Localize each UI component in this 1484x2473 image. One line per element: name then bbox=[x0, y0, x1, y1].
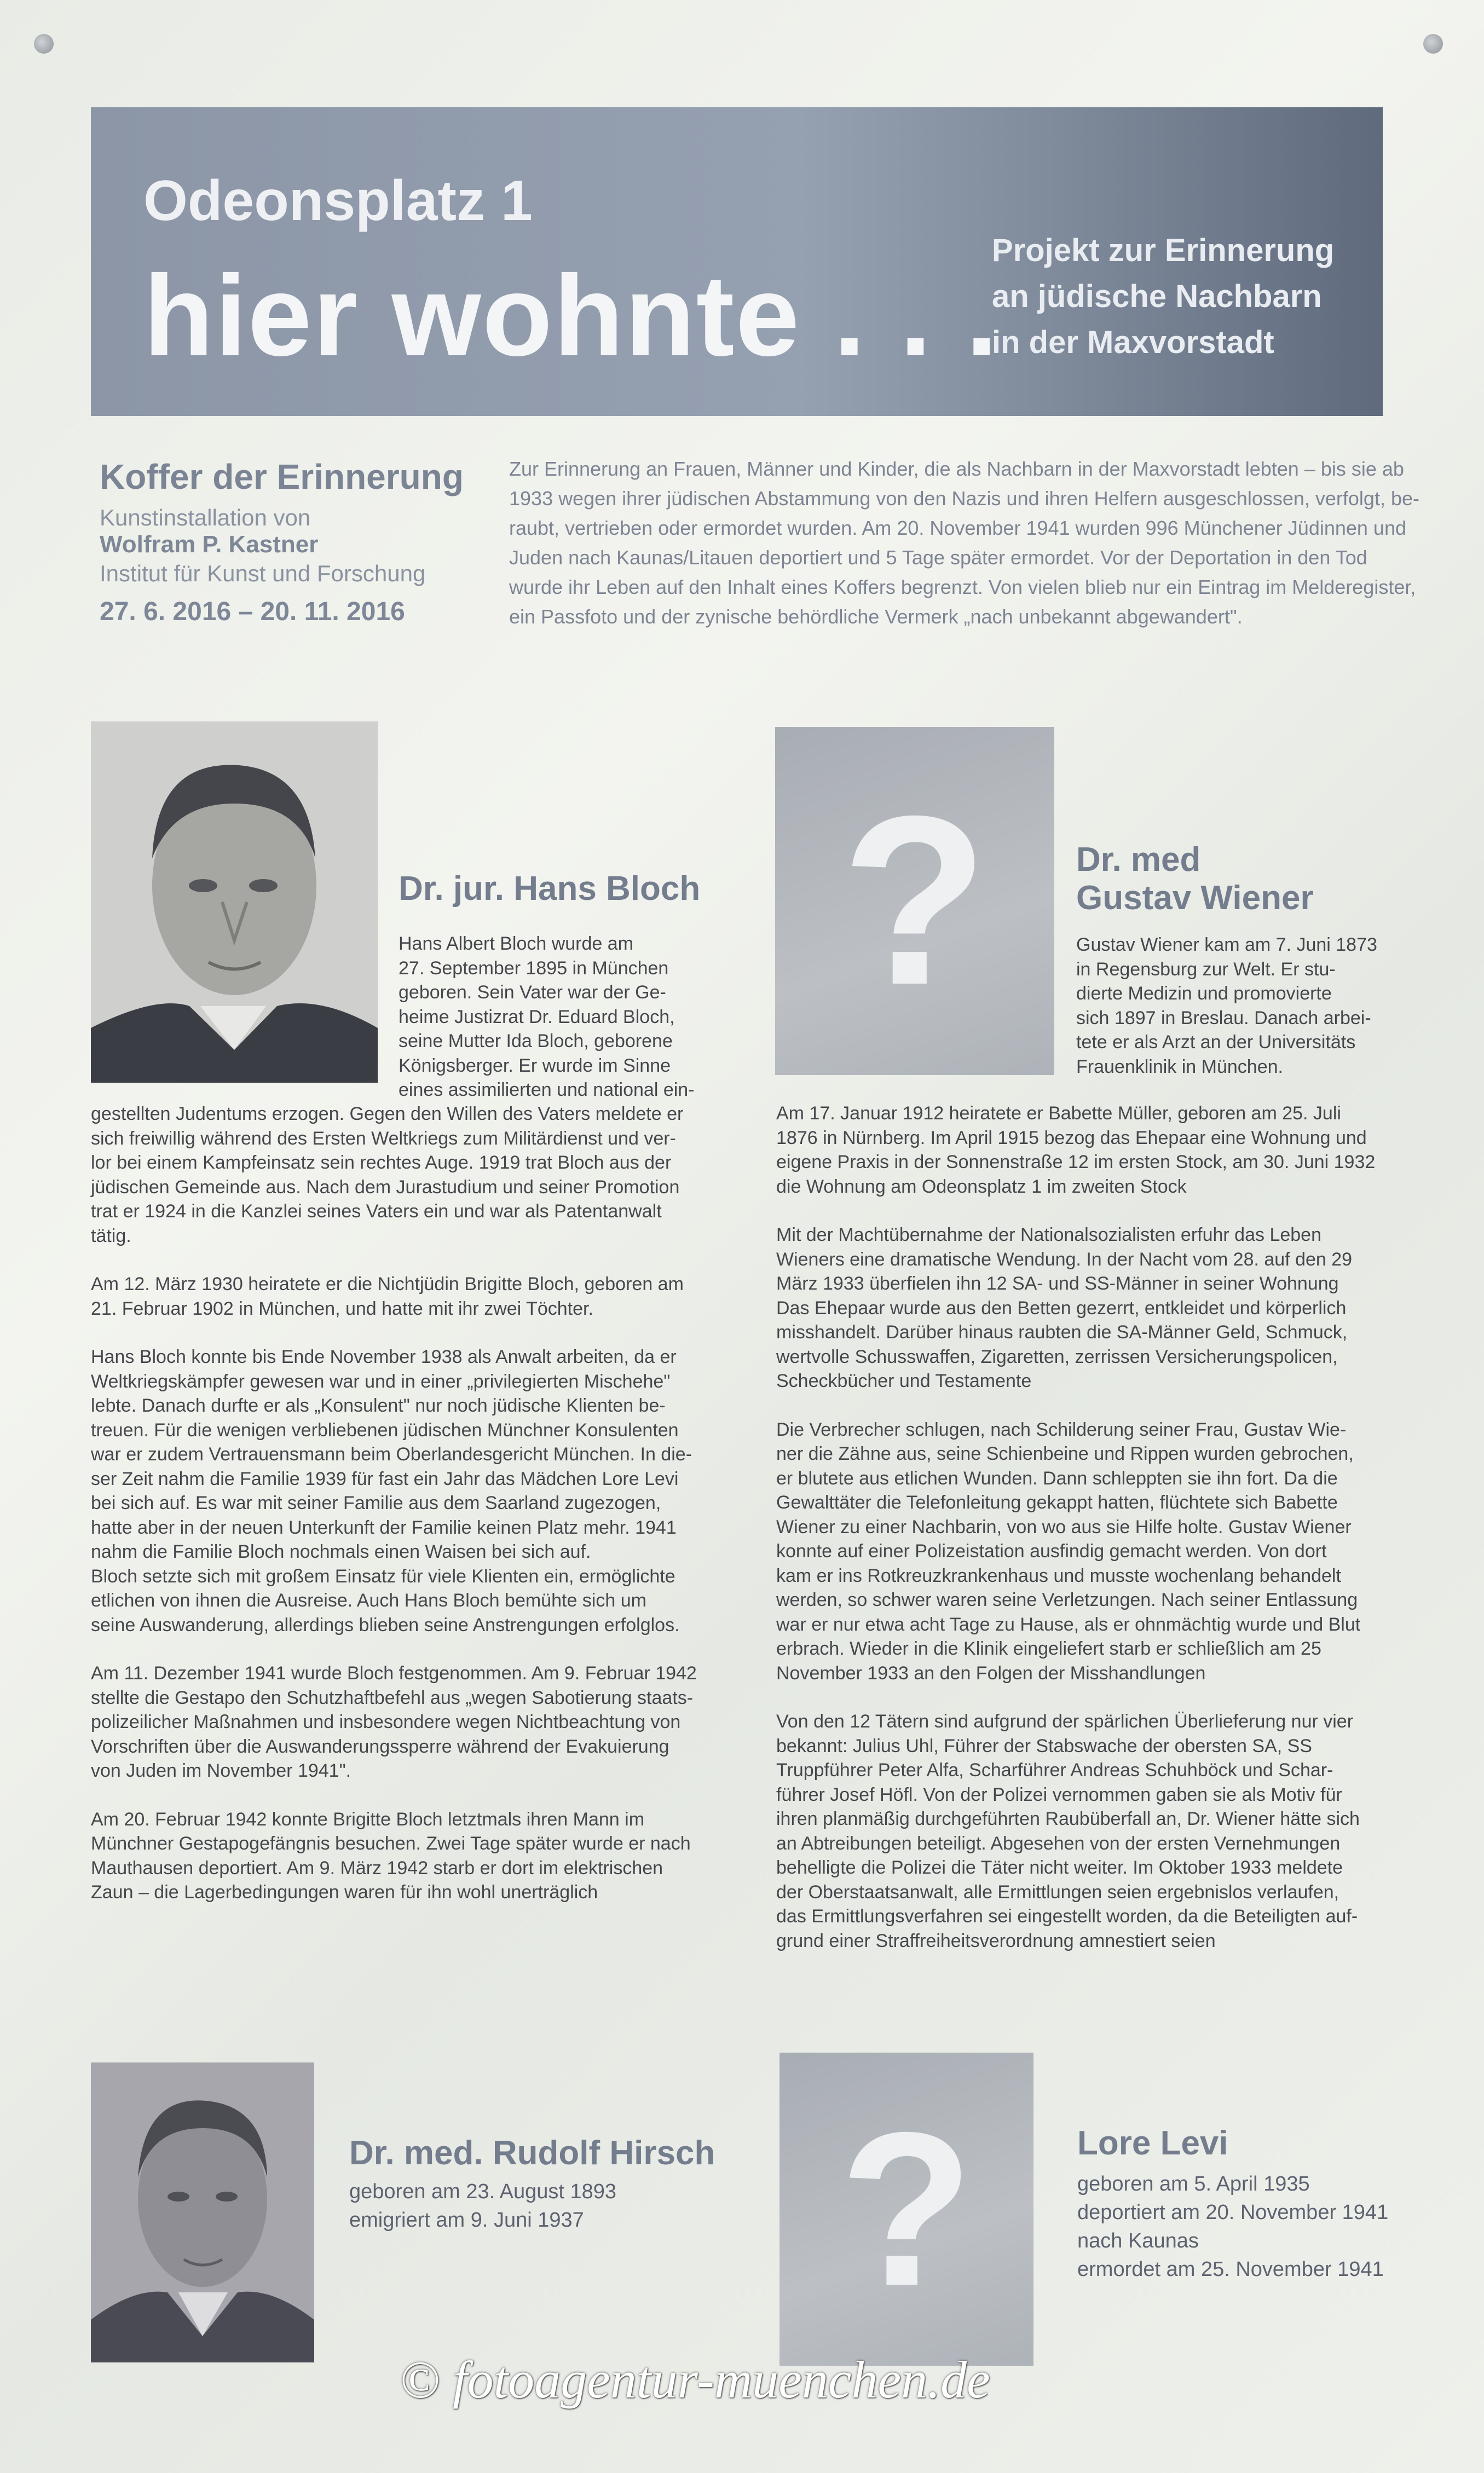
placeholder-portrait-wiener bbox=[775, 727, 1054, 1075]
text-line: Am 20. Februar 1942 konnte Brigitte Bloch letztmals ihren Mann im bbox=[91, 1808, 645, 1830]
project-line: Projekt zur Erinnerung bbox=[992, 233, 1335, 268]
text-line: eigene Praxis in der Sonnenstraße 12 im ersten Stock, am 30. Juni 1932 bbox=[776, 1152, 1376, 1172]
text-line: lor bei einem Kampfeinsatz sein rechtes Auge. 1919 trat Bloch aus der bbox=[91, 1152, 672, 1173]
text-line: misshandelt. Darüber hinaus raubten die SA-Männer Geld, Schmuck, bbox=[776, 1322, 1348, 1343]
text-line: in Regensburg zur Welt. Er stu- bbox=[1076, 958, 1336, 980]
wiener-intro-column bbox=[1076, 933, 1377, 1079]
name-gustav-wiener bbox=[1076, 841, 1314, 917]
text-line: kam er ins Rotkreuzkrankenhaus und musste wochenlang behandelt bbox=[776, 1565, 1341, 1586]
text-line: sich 1897 in Breslau. Danach arbei- bbox=[1076, 1007, 1371, 1029]
paragraph bbox=[91, 1272, 697, 1321]
text-line: wertvolle Schusswaffen, Zigaretten, zerrissen Versicherungspolicen, bbox=[776, 1346, 1338, 1367]
text-line: Gewalttäter die Telefonleitung gekappt hatten, flüchtete sich Babette bbox=[776, 1492, 1338, 1513]
text-line: hatte aber in der neuen Unterkunft der Familie keinen Platz mehr. 1941 bbox=[91, 1517, 677, 1538]
text-line: die Wohnung am Odeonsplatz 1 im zweiten Stock bbox=[776, 1176, 1187, 1197]
text-line: Das Ehepaar wurde aus den Betten gezerrt, entkleidet und körperlich bbox=[776, 1297, 1347, 1319]
name-rudolf-hirsch: Dr. med. Rudolf Hirsch bbox=[349, 2134, 715, 2172]
text-line: März 1933 überfielen ihn 12 SA- und SS-Männer in seiner Wohnung bbox=[776, 1273, 1339, 1294]
bloch-intro-column bbox=[399, 932, 695, 1102]
text-line: Bloch setzte sich mit großem Einsatz für viele Klienten ein, ermöglichte bbox=[91, 1565, 675, 1587]
text-line: war er zudem Vertrauensmann beim Oberlandesgericht München. In die- bbox=[91, 1444, 692, 1465]
text-line: von Juden im November 1941". bbox=[91, 1760, 351, 1781]
text-line: ihren planmäßig durchgeführten Raubüberfall an, Dr. Wiener hätte sich bbox=[776, 1808, 1360, 1829]
text-line: trat er 1924 in die Kanzlei seines Vaters ein und war als Patentanwalt bbox=[91, 1201, 662, 1222]
name-lore-levi: Lore Levi bbox=[1077, 2124, 1228, 2162]
info-line: nach Kaunas bbox=[1077, 2229, 1199, 2252]
text-line: jüdischen Gemeinde aus. Nach dem Jurastudium und seiner Promotion bbox=[91, 1176, 680, 1198]
text-line: bekannt: Julius Uhl, Führer der Stabswache der obersten SA, SS bbox=[776, 1735, 1312, 1756]
text-line: Weltkriegskämpfer gewesen war und in einer „privilegierten Mischehe" bbox=[91, 1371, 671, 1392]
placeholder-portrait-levi bbox=[779, 2053, 1033, 2366]
text-line: Von den 12 Tätern sind aufgrund der spärlichen Überlieferung nur vier bbox=[776, 1711, 1354, 1732]
text-line: Truppführer Peter Alfa, Scharführer Andreas Schuhböck und Schar- bbox=[776, 1760, 1333, 1781]
intro-artist: Wolfram P. Kastner bbox=[100, 531, 319, 558]
text-line: er blutete aus etlichen Wunden. Dann schleppten sie ihn fort. Da die bbox=[776, 1467, 1338, 1489]
text-line: Zaun – die Lagerbedingungen waren für ihn wohl unerträglich bbox=[91, 1882, 598, 1903]
portrait-image bbox=[91, 721, 378, 1083]
paragraph bbox=[91, 1102, 697, 1248]
text-line: ner die Zähne aus, seine Schienbeine und Rippen wurden gebrochen, bbox=[776, 1443, 1354, 1464]
text-line: das Ermittlungsverfahren sei eingestellt worden, da die Beteiligten auf- bbox=[776, 1906, 1358, 1927]
text-line: Am 12. März 1930 heiratete er die Nichtjüdin Brigitte Bloch, geboren am bbox=[91, 1274, 684, 1295]
address-subtitle: Odeonsplatz 1 bbox=[143, 169, 533, 233]
paragraph bbox=[91, 1345, 697, 1637]
question-mark-icon: ? bbox=[839, 2087, 974, 2331]
text-line: sich freiwillig während des Ersten Weltkriegs zum Militärdienst und ver- bbox=[91, 1128, 676, 1149]
name-hans-bloch: Dr. jur. Hans Bloch bbox=[399, 870, 701, 908]
text-line: 1876 in Nürnberg. Im April 1915 bezog das Ehepaar eine Wohnung und bbox=[776, 1127, 1367, 1148]
text-line: Gustav Wiener kam am 7. Juni 1873 bbox=[1076, 934, 1377, 955]
text-line: 21. Februar 1902 in München, und hatte mit ihr zwei Töchter. bbox=[91, 1298, 593, 1319]
intro-text bbox=[509, 454, 1419, 632]
text-line: stellte die Gestapo den Schutzhaftbefehl aus „wegen Sabotierung staats- bbox=[91, 1687, 694, 1708]
intro-institute: Institut für Kunst und Forschung bbox=[100, 561, 426, 586]
header-banner bbox=[91, 107, 1383, 416]
portrait-rudolf-hirsch bbox=[91, 2062, 314, 2362]
name-line: Dr. med bbox=[1076, 841, 1201, 879]
levi-info bbox=[1077, 2170, 1388, 2284]
project-line: an jüdische Nachbarn bbox=[992, 279, 1322, 314]
intro-text-line: raubt, vertrieben oder ermordet wurden. Am 20. November 1941 wurden 996 Münchener Jüdinnen und bbox=[509, 517, 1406, 539]
text-line: konnte auf einer Polizeistation ausfindig gemacht werden. Von dort bbox=[776, 1541, 1327, 1562]
text-line: Am 17. Januar 1912 heiratete er Babette Müller, geboren am 25. Juli bbox=[776, 1103, 1341, 1124]
info-line: geboren am 5. April 1935 bbox=[1077, 2172, 1310, 2195]
text-line: führer Josef Höfl. Von der Polizei vernommen gaben sie als Motiv für bbox=[776, 1784, 1342, 1805]
screw-top-left bbox=[34, 34, 54, 54]
text-line: tete er als Arzt an der Universitäts bbox=[1076, 1032, 1356, 1053]
text-line: war er nur etwa acht Tage zu Hause, als er ohnmächtig wurde und Blut bbox=[776, 1614, 1361, 1635]
intro-text-line: ein Passfoto und der zynische behördliche Vermerk „nach unbekannt abgewandert". bbox=[509, 605, 1243, 628]
intro-text-line: 1933 wegen ihrer jüdischen Abstammung von den Nazis und ihren Helfern ausgeschlossen, verfolgt, be- bbox=[509, 487, 1419, 510]
intro-text-line: Juden nach Kaunas/Litauen deportiert und 5 Tage später ermordet. Vor der Deportation in den Tod bbox=[509, 546, 1367, 569]
text-line: behelligte die Polizei die Täter nicht weiter. Im Oktober 1933 meldete bbox=[776, 1857, 1343, 1878]
text-line: bei sich auf. Es war mit seiner Familie aus dem Saarland zugezogen, bbox=[91, 1493, 661, 1513]
text-line: geboren. Sein Vater war der Ge- bbox=[399, 982, 666, 1003]
text-line: Vorschriften über die Auswanderungssperre während der Evakuierung bbox=[91, 1736, 669, 1757]
intro-text-line: wurde ihr Leben auf den Inhalt eines Koffers begrenzt. Von vielen blieb nur ein Eintrag im Melderegister, bbox=[509, 576, 1416, 598]
text-line: Frauenklinik in München. bbox=[1076, 1056, 1283, 1077]
hirsch-emigrated: emigriert am 9. Juni 1937 bbox=[349, 2209, 584, 2232]
text-line: gestellten Judentums erzogen. Gegen den Willen des Vaters meldete er bbox=[91, 1103, 684, 1124]
text-line: Die Verbrecher schlugen, nach Schilderung seiner Frau, Gustav Wie- bbox=[776, 1419, 1347, 1440]
text-line: erbrach. Wieder in die Klinik eingeliefert starb er schließlich am 25 bbox=[776, 1638, 1321, 1659]
text-line: seine Mutter Ida Bloch, geborene bbox=[399, 1031, 673, 1051]
name-line: Gustav Wiener bbox=[1076, 879, 1314, 917]
intro-art-label: Kunstinstallation von bbox=[100, 505, 311, 530]
intro-title: Koffer der Erinnerung bbox=[100, 457, 464, 496]
screw-top-right bbox=[1423, 34, 1443, 54]
text-line: werden, so schwer waren seine Verletzungen. Nach seiner Entlassung bbox=[776, 1590, 1358, 1610]
text-line: polizeilicher Maßnahmen und insbesondere wegen Nichtbeachtung von bbox=[91, 1712, 681, 1732]
intro-dates: 27. 6. 2016 – 20. 11. 2016 bbox=[100, 597, 405, 626]
text-line: nahm die Familie Bloch nochmals einen Waisen bei sich auf. bbox=[91, 1541, 591, 1562]
paragraph bbox=[91, 1807, 697, 1905]
paragraph bbox=[776, 1223, 1375, 1394]
info-line: deportiert am 20. November 1941 bbox=[1077, 2201, 1389, 2224]
paragraph bbox=[776, 1418, 1375, 1686]
text-line: Münchner Gestapogefängnis besuchen. Zwei Tage später wurde er nach bbox=[91, 1833, 691, 1854]
text-line: etlichen von ihnen die Ausreise. Auch Hans Bloch bemühte sich um bbox=[91, 1590, 646, 1611]
paragraph bbox=[776, 1709, 1375, 1953]
hirsch-born: geboren am 23. August 1893 bbox=[349, 2180, 617, 2203]
text-line: heime Justizrat Dr. Eduard Bloch, bbox=[399, 1006, 675, 1027]
text-line: Hans Albert Bloch wurde am bbox=[399, 933, 633, 954]
bloch-biography bbox=[91, 1102, 697, 1929]
text-line: Mauthausen deportiert. Am 9. März 1942 starb er dort im elektrischen bbox=[91, 1857, 663, 1879]
text-line: 27. September 1895 in München bbox=[399, 957, 669, 979]
text-line: eines assimilierten und national ein- bbox=[399, 1079, 695, 1100]
text-line: lebte. Danach durfte er als „Konsulent" nur noch jüdische Klienten be- bbox=[91, 1395, 666, 1416]
text-line: Scheckbücher und Testamente bbox=[776, 1371, 1032, 1391]
text-line: dierte Medizin und promovierte bbox=[1076, 983, 1332, 1004]
text-line: tätig. bbox=[91, 1225, 131, 1246]
text-line: grund einer Straffreiheitsverordnung amnestiert seien bbox=[776, 1930, 1216, 1951]
project-line: in der Maxvorstadt bbox=[992, 325, 1274, 360]
text-line: Hans Bloch konnte bis Ende November 1938 als Anwalt arbeiten, da er bbox=[91, 1347, 677, 1367]
banner-title: hier wohnte . . . bbox=[143, 251, 999, 380]
question-mark-icon: ? bbox=[841, 766, 989, 1035]
portrait-image bbox=[91, 2062, 314, 2362]
text-line: Am 11. Dezember 1941 wurde Bloch festgenommen. Am 9. Februar 1942 bbox=[91, 1663, 697, 1684]
text-line: an Abtreibungen beteiligt. Abgesehen von der ersten Vernehmungen bbox=[776, 1833, 1341, 1854]
text-line: treuen. Für die wenigen verbliebenen jüdischen Münchner Konsulenten bbox=[91, 1419, 679, 1441]
text-line: Wiener zu einer Nachbarin, von wo aus sie Hilfe holte. Gustav Wiener bbox=[776, 1516, 1352, 1538]
text-line: Königsberger. Er wurde im Sinne bbox=[399, 1055, 671, 1076]
wiener-biography bbox=[776, 1101, 1375, 1977]
project-tagline bbox=[992, 228, 1375, 366]
paragraph bbox=[776, 1101, 1375, 1199]
text-line: ser Zeit nahm die Familie 1939 für fast ein Jahr das Mädchen Lore Levi bbox=[91, 1468, 679, 1489]
text-line: der Oberstaatsanwalt, alle Ermittlungen seien ergebnislos verlaufen, bbox=[776, 1881, 1339, 1903]
intro-text-line: Zur Erinnerung an Frauen, Männer und Kinder, die als Nachbarn in der Maxvorstadt lebten – bis sie ab bbox=[509, 458, 1404, 480]
photo-watermark: © fotoagentur-muenchen.de bbox=[400, 2350, 990, 2409]
paragraph bbox=[91, 1661, 697, 1783]
info-line: ermordet am 25. November 1941 bbox=[1077, 2258, 1384, 2281]
text-line: November 1933 an den Folgen der Misshandlungen bbox=[776, 1662, 1206, 1684]
text-line: seine Auswanderung, allerdings blieben seine Anstrengungen erfolglos. bbox=[91, 1614, 680, 1636]
text-line: Wieners eine dramatische Wendung. In der Nacht vom 28. auf den 29 bbox=[776, 1249, 1353, 1270]
text-line: Mit der Machtübernahme der Nationalsozialisten erfuhr das Leben bbox=[776, 1224, 1321, 1245]
portrait-hans-bloch bbox=[91, 721, 378, 1083]
